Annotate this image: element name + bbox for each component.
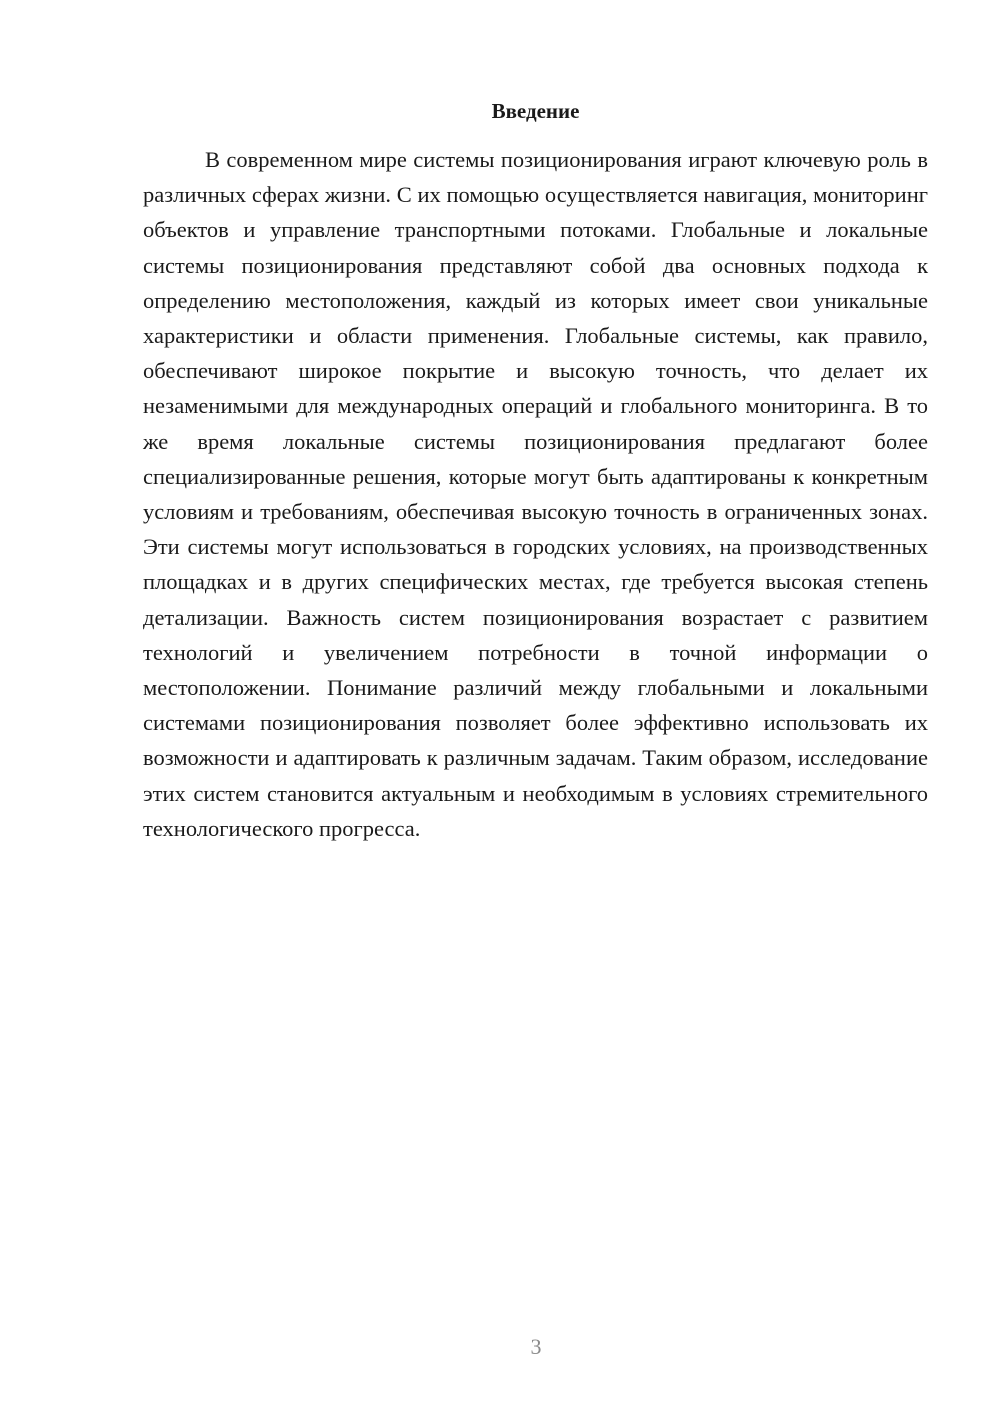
page-number: 3	[530, 1334, 542, 1359]
section-title: Введение	[491, 99, 580, 123]
body-paragraph: В современном мире системы позиционирования играют ключевую роль в различных сферах жизни. С их помощью осуществляется навигация, мониторинг объектов и управление транспортными потоками. Глобальные и локальные системы позиционирования представляют собой два основных подхода к определению местоположения, каждый из которых имеет свои уникальные характеристики и области применения. Глобальные системы, как правило, обеспечивают широкое покрытие и высокую точность, что делает их незаменимыми для международных операций и глобального мониторинга. В то же время локальные системы позиционирования предлагают более специализированные решения, которые могут быть адаптированы к конкретным условиям и требованиям, обеспечивая высокую точность в ограниченных зонах. Эти системы могут использоваться в городских условиях, на производственных площадках и в других специфических местах, где требуется высокая степень детализации. Важность систем позиционирования возрастает с развитием технологий и увеличением потребности в точной информации о местоположении. Понимание различий между глобальными и локальными системами позиционирования позволяет более эффективно использовать их возможности и адаптировать к различным задачам. Таким образом, исследование этих систем становится актуальным и необходимым в условиях стремительного технологического прогресса.	[143, 147, 928, 841]
